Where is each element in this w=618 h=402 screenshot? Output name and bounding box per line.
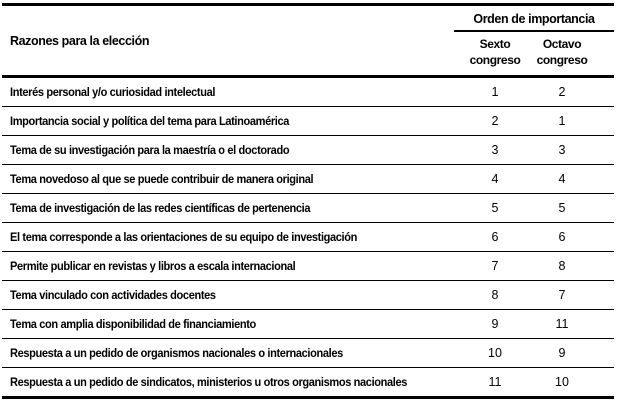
sexto-rank-cell: 5 xyxy=(491,201,499,215)
octavo-rank-cell: 2 xyxy=(558,85,566,99)
reason-text: Tema de su investigación para la maestría o el doctorado xyxy=(10,143,290,157)
octavo-rank-cell: 10 xyxy=(555,375,569,389)
octavo-rank-cell: 4 xyxy=(558,172,566,186)
reason-text: El tema corresponde a las orientaciones de su equipo de investigación xyxy=(10,230,358,244)
sexto-rank-cell: 11 xyxy=(488,375,502,389)
reason-text: Tema vinculado con actividades docentes xyxy=(10,288,216,302)
importance-group xyxy=(454,6,614,75)
sexto-rank-cell: 9 xyxy=(491,317,499,331)
reason-cell xyxy=(2,114,454,128)
sexto-rank-cell: 1 xyxy=(491,85,499,99)
importance-group-header: Orden de importancia xyxy=(454,6,614,32)
octavo-rank-cell: 5 xyxy=(558,201,566,215)
table-row xyxy=(2,78,614,107)
sexto-rank-cell: 3 xyxy=(491,143,499,157)
sexto-line2: congreso xyxy=(469,53,521,68)
reason-cell xyxy=(2,85,454,99)
reason-cell xyxy=(2,230,454,244)
octavo-rank-cell: 3 xyxy=(558,143,566,157)
subcolumn-header-sexto xyxy=(454,36,536,75)
reason-text: Tema novedoso al que se puede contribuir de manera original xyxy=(10,172,314,186)
table-row xyxy=(2,107,614,136)
table-row xyxy=(2,310,614,339)
table-row xyxy=(2,368,614,396)
table-row xyxy=(2,281,614,310)
reason-text: Interés personal y/o curiosidad intelectual xyxy=(10,85,216,99)
importance-table xyxy=(2,3,614,399)
reason-cell xyxy=(2,317,454,331)
reason-cell xyxy=(2,288,454,302)
sexto-rank-cell: 10 xyxy=(488,346,502,360)
sexto-rank-cell: 7 xyxy=(491,259,499,273)
reason-cell xyxy=(2,201,454,215)
table-body xyxy=(2,78,614,396)
sexto-rank-cell: 2 xyxy=(491,114,499,128)
reason-cell xyxy=(2,172,454,186)
sexto-rank-cell: 4 xyxy=(491,172,499,186)
reason-cell xyxy=(2,259,454,273)
octavo-rank-cell: 11 xyxy=(555,317,569,331)
table-row xyxy=(2,223,614,252)
reason-text: Tema de investigación de las redes científicas de pertenencia xyxy=(10,201,311,215)
reason-text: Permite publicar en revistas y libros a escala internacional xyxy=(10,259,296,273)
octavo-line2: congreso xyxy=(536,53,588,68)
reason-column-header-label: Razones para la elección xyxy=(10,33,150,48)
header-right-spacer xyxy=(588,36,614,75)
subcolumn-headers xyxy=(454,32,614,75)
table-row xyxy=(2,252,614,281)
sexto-rank-cell: 6 xyxy=(491,230,499,244)
table-row xyxy=(2,194,614,223)
table-row xyxy=(2,339,614,368)
reason-column-header xyxy=(2,6,454,75)
octavo-rank-cell: 6 xyxy=(558,230,566,244)
octavo-rank-cell: 7 xyxy=(558,288,566,302)
reason-text: Respuesta a un pedido de sindicatos, ministerios u otros organismos nacionales xyxy=(10,375,408,389)
sexto-line1: Sexto xyxy=(479,37,511,51)
table-header-row xyxy=(2,6,614,78)
reason-text: Importancia social y política del tema para Latinoamérica xyxy=(10,114,290,128)
sexto-rank-cell: 8 xyxy=(491,288,499,302)
reason-text: Respuesta a un pedido de organismos nacionales o internacionales xyxy=(10,346,343,360)
reason-text: Tema con amplia disponibilidad de financiamiento xyxy=(10,317,256,331)
table-row xyxy=(2,165,614,194)
octavo-line1: Octavo xyxy=(542,37,582,51)
octavo-rank-cell: 8 xyxy=(558,259,566,273)
octavo-rank-cell: 9 xyxy=(558,346,566,360)
table-row xyxy=(2,136,614,165)
reason-cell xyxy=(2,375,454,389)
subcolumn-header-octavo xyxy=(536,36,588,75)
reason-cell xyxy=(2,346,454,360)
reason-cell xyxy=(2,143,454,157)
octavo-rank-cell: 1 xyxy=(558,114,566,128)
